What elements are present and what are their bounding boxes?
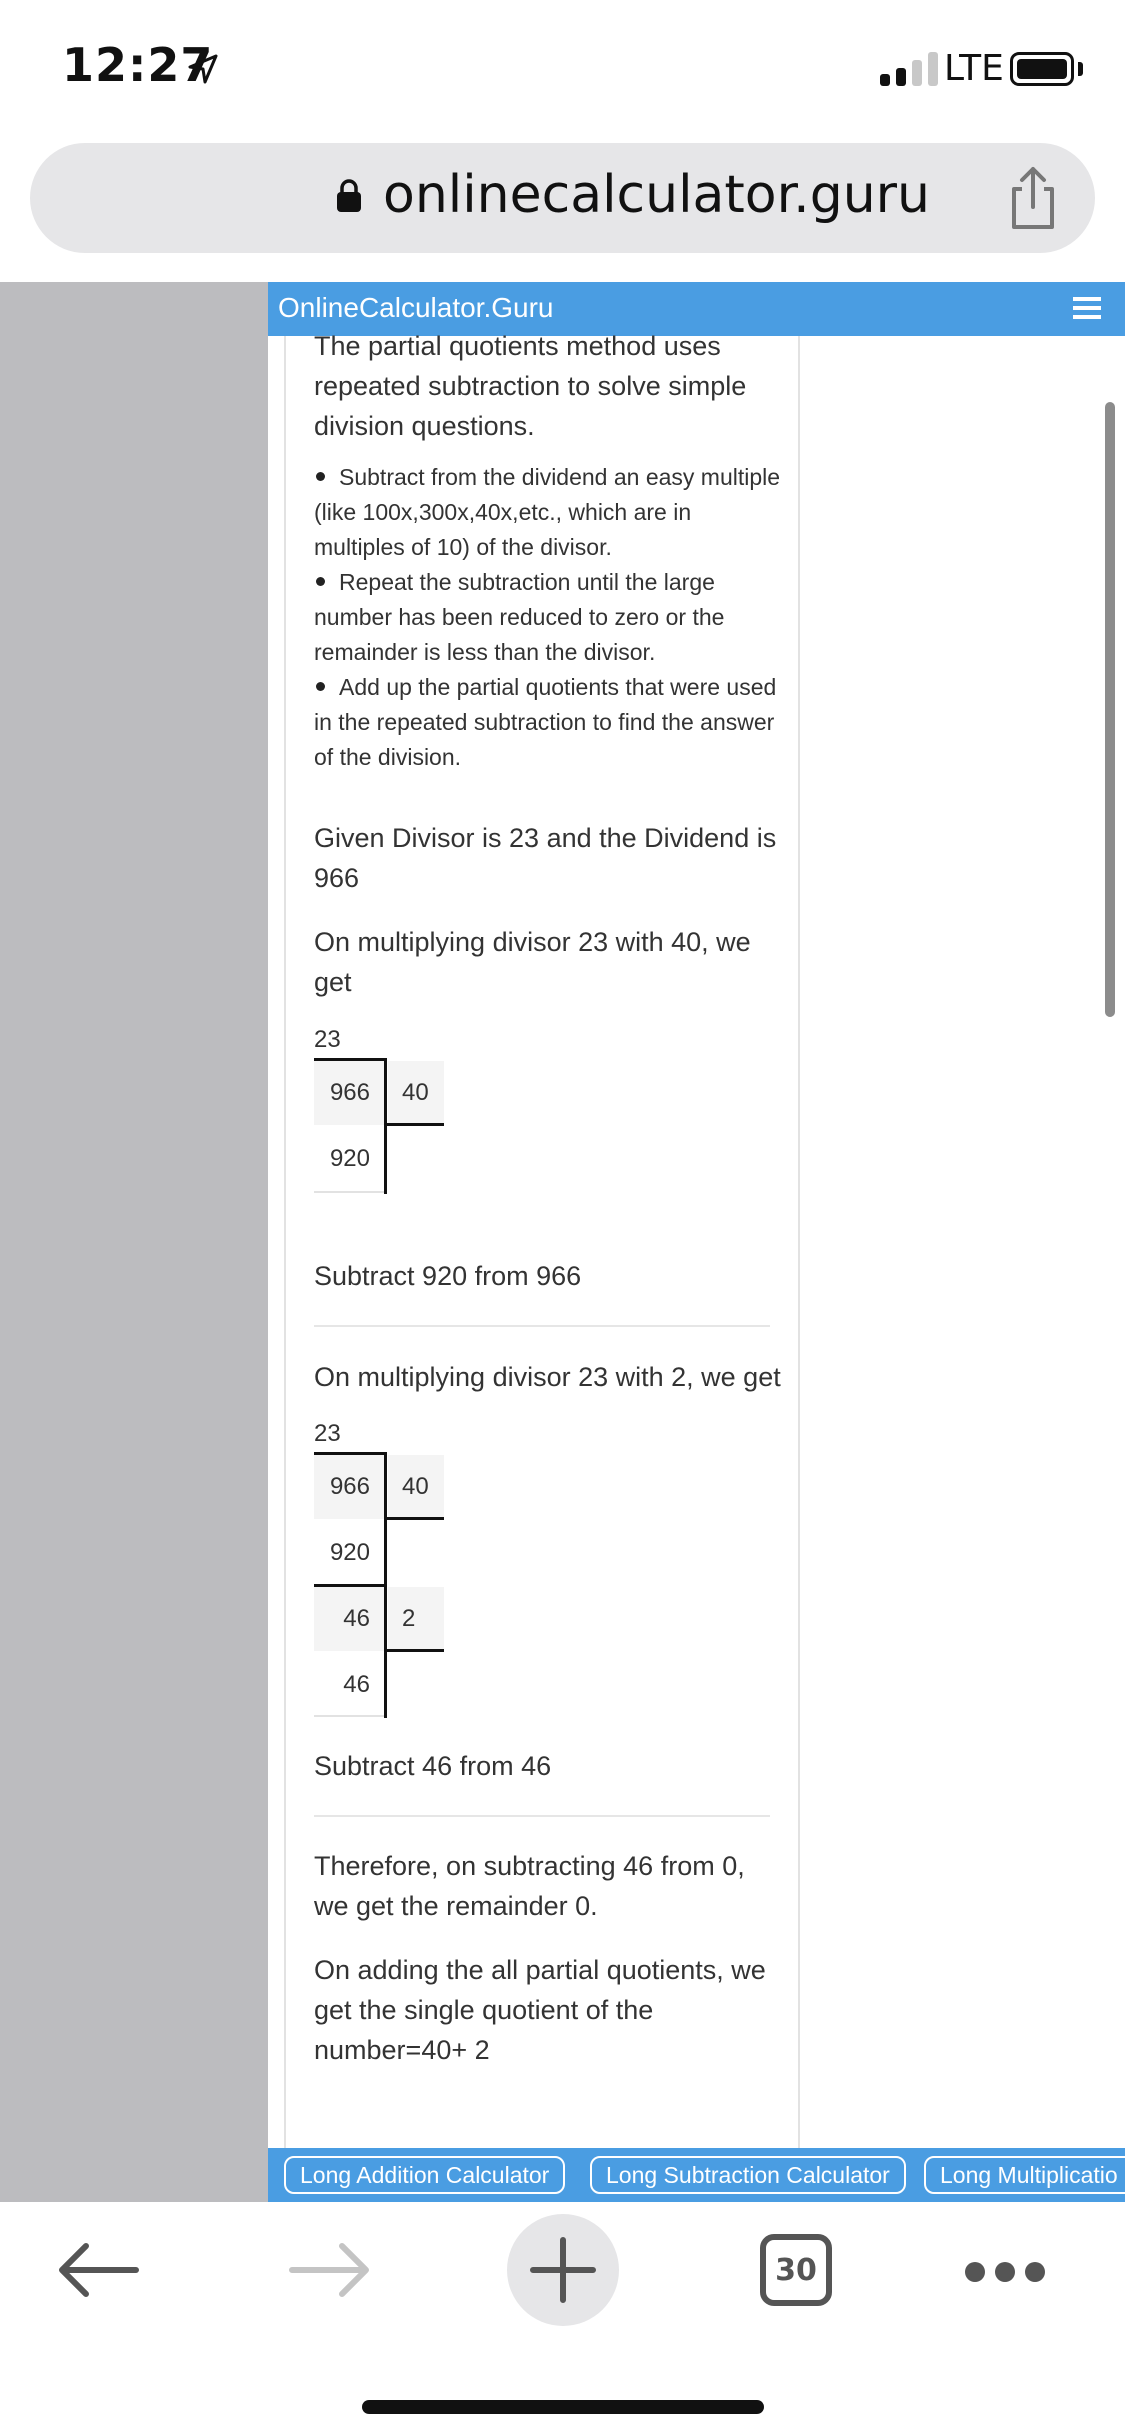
battery-icon xyxy=(1010,52,1074,86)
product-cell: 920 xyxy=(314,1127,386,1191)
lock-icon xyxy=(336,179,362,213)
row-divider xyxy=(314,1715,386,1717)
status-bar xyxy=(0,0,1125,135)
battery-tip xyxy=(1078,62,1083,76)
step1-subtract-text: Subtract 920 from 966 xyxy=(314,1261,582,1291)
page-gutter xyxy=(0,282,268,2202)
section-divider xyxy=(314,1325,770,1327)
divisor-label: 23 xyxy=(314,1420,341,1447)
row-divider xyxy=(314,1191,386,1193)
summary-text: On adding the all partial quotients, we get the single quotient of the number=40+ 2 xyxy=(314,1955,766,2065)
related-links-bar xyxy=(268,2148,1125,2202)
list-item: Subtract from the dividend an easy multiple (like 100x,300x,40x,etc., which are in multiples of 10) of the divisor. xyxy=(314,464,781,560)
therefore-text: Therefore, on subtracting 46 from 0, we get the remainder 0. xyxy=(314,1851,745,1921)
location-arrow-icon xyxy=(186,52,220,86)
product-cell: 920 xyxy=(314,1521,386,1585)
dividend-cell: 966 xyxy=(314,1455,386,1519)
home-indicator[interactable] xyxy=(362,2400,764,2414)
back-arrow-icon[interactable] xyxy=(56,2240,140,2300)
step2-text: On multiplying divisor 23 with 2, we get xyxy=(314,1362,781,1392)
product-cell: 46 xyxy=(314,1653,386,1717)
link-long-subtraction[interactable]: Long Subtraction Calculator xyxy=(590,2156,906,2194)
address-bar[interactable] xyxy=(30,143,1095,253)
link-long-addition[interactable]: Long Addition Calculator xyxy=(284,2156,565,2194)
step1-text: On multiplying divisor 23 with 40, we get xyxy=(314,927,751,997)
plus-icon xyxy=(529,2236,597,2304)
division-vertical-line xyxy=(384,1452,387,1718)
web-viewport xyxy=(0,282,1125,2202)
divisor-label: 23 xyxy=(314,1026,341,1053)
signal-icon xyxy=(880,52,938,86)
division-vertical-line xyxy=(384,1058,387,1194)
bullet-dot xyxy=(316,682,325,691)
more-options-icon[interactable] xyxy=(965,2262,1045,2282)
list-item: Repeat the subtraction until the large number has been reduced to zero or the remainder is less than the divisor. xyxy=(314,569,725,665)
quotient-underline xyxy=(387,1649,444,1652)
dividend-cell: 966 xyxy=(314,1061,386,1125)
bullet-dot xyxy=(316,577,325,586)
section-divider xyxy=(314,1815,770,1817)
hamburger-menu-icon[interactable] xyxy=(1073,296,1101,320)
share-icon[interactable] xyxy=(998,163,1068,233)
quotient-underline xyxy=(387,1123,444,1126)
url-text: onlinecalculator.guru xyxy=(383,165,931,225)
status-time: 12:27 xyxy=(62,38,214,92)
bullet-dot xyxy=(316,472,325,481)
bullet-list xyxy=(314,460,784,775)
network-label: LTE xyxy=(944,48,1004,89)
new-tab-button[interactable] xyxy=(507,2214,619,2326)
given-text: Given Divisor is 23 and the Dividend is 966 xyxy=(314,823,777,893)
intro-paragraph: The partial quotients method uses repeated subtraction to solve simple division questions. xyxy=(314,331,747,441)
quotient-cell: 40 xyxy=(388,1061,444,1125)
forward-arrow-icon[interactable] xyxy=(288,2240,372,2300)
quotient-cell: 2 xyxy=(388,1587,444,1651)
list-item: Add up the partial quotients that were used in the repeated subtraction to find the answer of the division. xyxy=(314,674,777,770)
site-title[interactable]: OnlineCalculator.Guru xyxy=(278,292,554,323)
quotient-underline xyxy=(387,1517,444,1520)
step2-subtract-text: Subtract 46 from 46 xyxy=(314,1751,552,1781)
link-long-multiplication[interactable]: Long Multiplicatio xyxy=(924,2156,1125,2194)
quotient-cell: 40 xyxy=(388,1455,444,1519)
remainder-cell: 46 xyxy=(314,1587,386,1651)
tab-switcher-button[interactable]: 30 xyxy=(760,2234,832,2306)
scrollbar[interactable] xyxy=(1105,402,1115,1017)
